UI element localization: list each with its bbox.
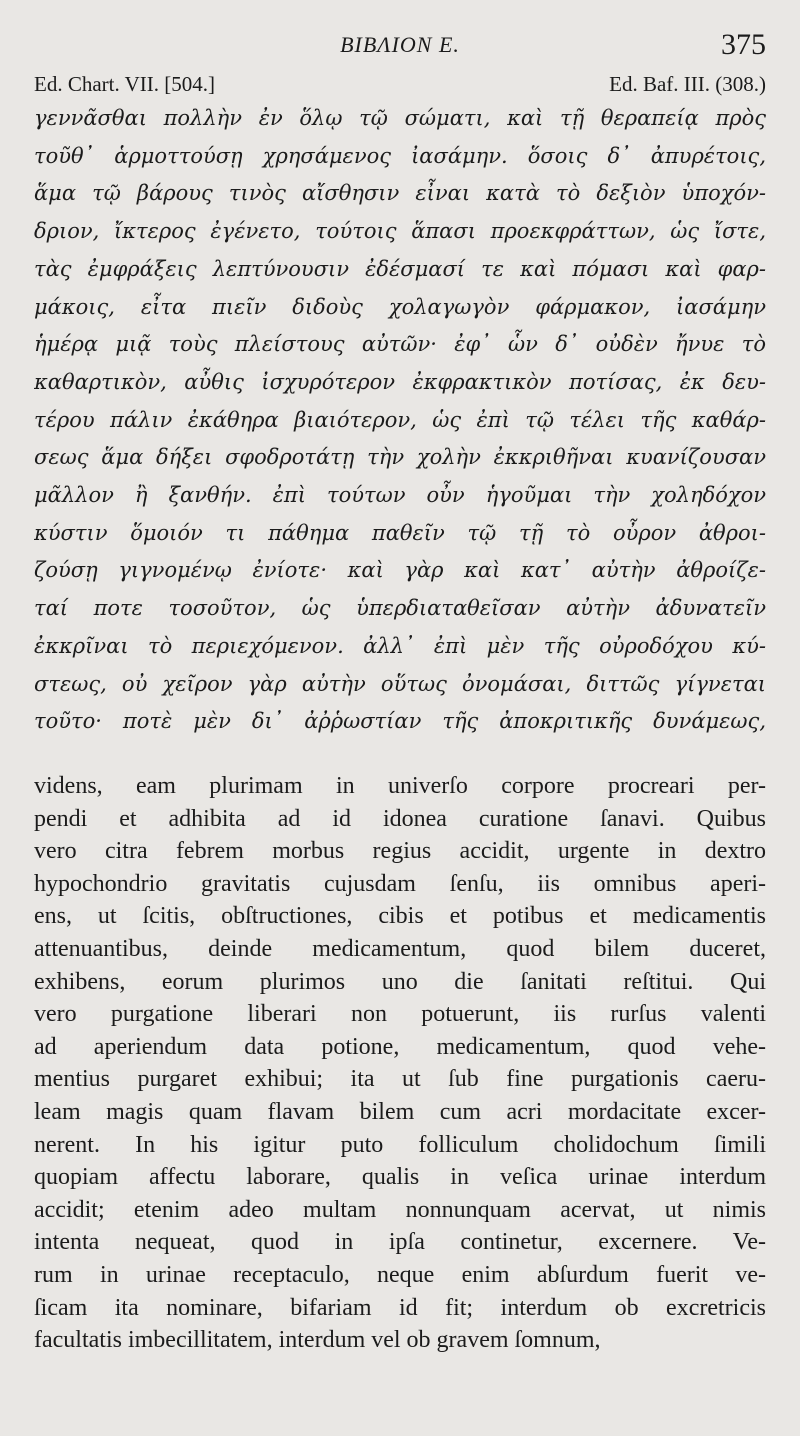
latin-text-line: vero purgatione liberari non potuerunt, iis rurſus valenti (34, 1001, 766, 1028)
latin-text-line: leam magis quam flavam bilem cum acri mordacitate excer- (34, 1098, 766, 1125)
latin-text-line: hypochondrio gravitatis cujusdam ſenſu, iis omnibus aperi- (34, 870, 766, 897)
latin-text-line: ſicam ita nominare, bifariam id fit; interdum ob excretricis (34, 1294, 766, 1321)
greek-text-line: τοῦθ᾽ ἁρμοττούσῃ χρησάμενος ἰασάμην. ὅσοις δ᾽ ἀπυρέτοις, (34, 143, 766, 168)
greek-text-line: κύστιν ὅμοιόν τι πάθημα παθεῖν τῷ τῇ τὸ οὖρον ἀθροι- (34, 520, 766, 545)
latin-text-line: videns, eam plurimam in univerſo corpore procreari per- (34, 773, 766, 799)
latin-text-line: rum in urinae receptaculo, neque enim abſurdum fuerit ve- (34, 1261, 766, 1288)
latin-text-line: attenuantibus, deinde medicamentum, quod bilem duceret, (34, 935, 766, 962)
latin-text-line: pendi et adhibita ad id idonea curatione ſanavi. Quibus (34, 805, 766, 832)
greek-text-line: τοῦτο· ποτὲ μὲν δι᾽ ἀῤῥωστίαν τῆς ἀποκριτικῆς δυνάμεως, (34, 709, 766, 734)
greek-text-line: ζούσῃ γιγνομένῳ ἐνίοτε· καὶ γὰρ καὶ κατ᾽ αὐτὴν ἀθροίζε- (34, 558, 766, 583)
greek-text-line: ἡμέρᾳ μιᾷ τοὺς πλείστους αὐτῶν· ἐφ᾽ ὧν δ᾽ οὐδὲν ἤνυε τὸ (34, 332, 766, 357)
latin-text-line: ad aperiendum data potione, medicamentum, quod vehe- (34, 1033, 766, 1060)
page-header (0, 26, 800, 66)
greek-text-line: μάκοις, εἶτα πιεῖν διδοὺς χολαγωγὸν φάρμακον, ἰασάμην (34, 294, 766, 319)
latin-text-line: nerent. In his igitur puto folliculum cholidochum ſimili (34, 1131, 766, 1158)
greek-text-line: ἐκκρῖναι τὸ περιεχόμενον. ἀλλ᾽ ἐπὶ μὲν τῆς οὐροδόχου κύ- (34, 633, 766, 658)
latin-text-line: mentius purgaret exhibui; ita ut ſub fine purgationis caeru- (34, 1066, 766, 1093)
greek-text-line: σεως ἅμα δήξει σφοδροτάτῃ τὴν χολὴν ἐκκριθῆναι κυανίζουσαν (34, 445, 766, 470)
greek-text-line: δριον, ἴκτερος ἐγένετο, τούτοις ἅπασι προεκφράττων, ὡς ἴστε, (34, 219, 766, 244)
greek-text-block (34, 100, 766, 741)
latin-text-block (34, 770, 766, 1357)
latin-text-line: exhibens, eorum plurimos uno die ſanitati reſtitui. Qui (34, 968, 766, 995)
latin-text-line: quopiam affectu laborare, qualis in veſica urinae interdum (34, 1164, 766, 1191)
greek-text-line: καθαρτικὸν, αὖθις ἰσχυρότερον ἐκφρακτικὸν ποτίσας, ἐκ δευ- (34, 369, 766, 394)
greek-text-line: μᾶλλον ἢ ξανθήν. ἐπὶ τούτων οὖν ἡγοῦμαι τὴν χοληδόχον (34, 483, 766, 508)
latin-text-line: ens, ut ſcitis, obſtructiones, cibis et potibus et medicamentis (34, 903, 766, 930)
greek-text-line: ἅμα τῷ βάρους τινὸς αἴσθησιν εἶναι κατὰ τὸ δεξιὸν ὑποχόν- (34, 181, 766, 206)
latin-text-line: accidit; etenim adeo multam nonnunquam acervat, ut nimis (34, 1196, 766, 1223)
latin-text-line: vero citra febrem morbus regius accidit, urgente in dextro (34, 838, 766, 865)
greek-text-line: τὰς ἐμφράξεις λεπτύνουσιν ἐδέσμασί τε καὶ πόμασι καὶ φαρ- (34, 256, 766, 281)
page-number: 375 (721, 28, 766, 61)
greek-text-line: ταί ποτε τοσοῦτον, ὡς ὑπερδιαταθεῖσαν αὐτὴν ἀδυνατεῖν (34, 596, 766, 621)
edition-reference-basel: Ed. Baf. III. (308.) (609, 72, 766, 96)
edition-references (34, 72, 766, 102)
running-title: BIBΛΙΟΝ Ε. (340, 32, 460, 57)
greek-text-line: γεννᾶσθαι πολλὴν ἐν ὅλῳ τῷ σώματι, καὶ τῇ θεραπείᾳ πρὸς (34, 106, 766, 130)
greek-text-line: τέρου πάλιν ἐκάθηρα βιαιότερον, ὡς ἐπὶ τῷ τέλει τῆς καθάρ- (34, 407, 766, 432)
edition-reference-chart: Ed. Chart. VII. [504.] (34, 72, 215, 96)
latin-text-line: facultatis imbecillitatem, interdum vel ob gravem ſomnum, (34, 1327, 601, 1354)
latin-text-line: intenta nequeat, quod in ipſa continetur, excernere. Ve- (34, 1229, 766, 1256)
greek-text-line: στεως, οὐ χεῖρον γὰρ αὐτὴν οὕτως ὀνομάσαι, διττῶς γίγνεται (34, 671, 766, 696)
